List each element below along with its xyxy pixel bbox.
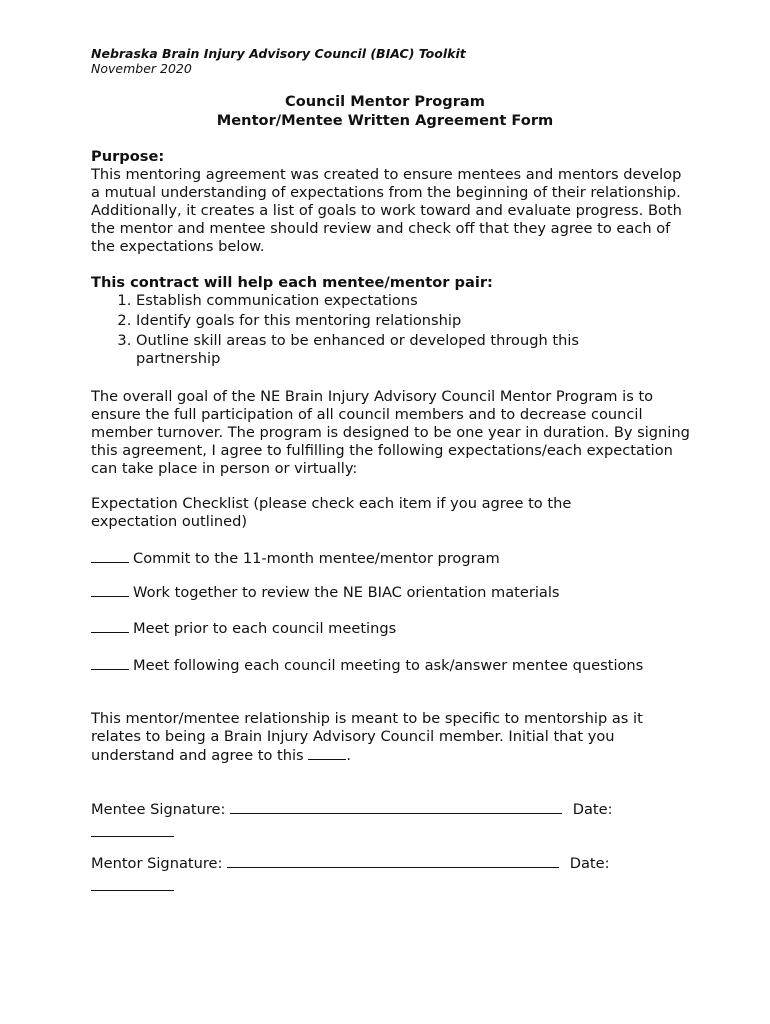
mentor-date-line[interactable] bbox=[91, 889, 174, 891]
purpose-heading: Purpose: bbox=[91, 148, 165, 165]
document-header bbox=[91, 46, 466, 76]
checklist-item bbox=[91, 619, 396, 638]
title-program: Council Mentor Program bbox=[285, 93, 485, 110]
contract-list bbox=[91, 292, 691, 368]
contract-section bbox=[91, 274, 691, 370]
header-org: Nebraska Brain Injury Advisory Council (BIAC) Toolkit bbox=[91, 46, 466, 61]
checklist-item bbox=[91, 656, 643, 675]
relationship-end: . bbox=[346, 747, 351, 764]
checklist-intro: Expectation Checklist (please check each item if you agree to the expectation outlined) bbox=[91, 495, 572, 530]
contract-item: 1. Establish communication expectations bbox=[136, 292, 691, 310]
relationship-paragraph bbox=[91, 710, 691, 765]
checklist-item-label: Meet prior to each council meetings bbox=[133, 620, 397, 637]
checklist-item bbox=[91, 583, 560, 602]
checkbox-blank[interactable] bbox=[91, 619, 129, 633]
mentor-date-label: Date: bbox=[569, 855, 610, 872]
checkbox-blank[interactable] bbox=[91, 549, 129, 563]
mentee-date-line[interactable] bbox=[91, 835, 174, 837]
checklist-item bbox=[91, 549, 500, 568]
checklist-item-label: Meet following each council meeting to ask/answer mentee questions bbox=[133, 657, 644, 674]
contract-item: 3. Outline skill areas to be enhanced or developed through this partnership bbox=[136, 332, 606, 368]
contract-item: 2. Identify goals for this mentoring relationship bbox=[136, 312, 691, 330]
checklist-item-label: Commit to the 11-month mentee/mentor program bbox=[133, 550, 500, 567]
purpose-text: This mentoring agreement was created to ensure mentees and mentors develop a mutual understanding of expectations from the beginning of their relationship. Additionally, it creates a list of goals to work toward and evaluate progress. Both the mentor and mentee should review and check off that they agree to each of the expectations below. bbox=[91, 166, 682, 255]
relationship-text: This mentor/mentee relationship is meant to be specific to mentorship as it relates to being a Brain Injury Advisory Council member. Initial that you understand and agree to this bbox=[91, 710, 643, 764]
checklist-item-label: Work together to review the NE BIAC orientation materials bbox=[133, 584, 560, 601]
mentor-signature-label: Mentor Signature: bbox=[91, 855, 223, 872]
purpose-section bbox=[91, 148, 691, 256]
mentor-signature-row bbox=[91, 854, 610, 873]
mentee-date-label: Date: bbox=[572, 801, 613, 818]
checkbox-blank[interactable] bbox=[91, 656, 129, 670]
mentee-signature-row bbox=[91, 800, 613, 819]
mentor-signature-line[interactable] bbox=[227, 854, 559, 868]
initial-blank[interactable] bbox=[308, 746, 346, 760]
mentee-signature-label: Mentee Signature: bbox=[91, 801, 226, 818]
goal-paragraph: The overall goal of the NE Brain Injury Advisory Council Mentor Program is to ensure the full participation of all council members and to decrease council member turnover. The program is designed to be one year in duration. By signing this agreement, I agree to fulfilling the following expectations/each expectation can take place in person or virtually: bbox=[91, 388, 690, 477]
header-date: November 2020 bbox=[91, 61, 192, 76]
title-form: Mentor/Mentee Written Agreement Form bbox=[216, 112, 554, 129]
contract-heading: This contract will help each mentee/mentor pair: bbox=[91, 274, 493, 291]
mentee-signature-line[interactable] bbox=[230, 800, 562, 814]
checkbox-blank[interactable] bbox=[91, 583, 129, 597]
